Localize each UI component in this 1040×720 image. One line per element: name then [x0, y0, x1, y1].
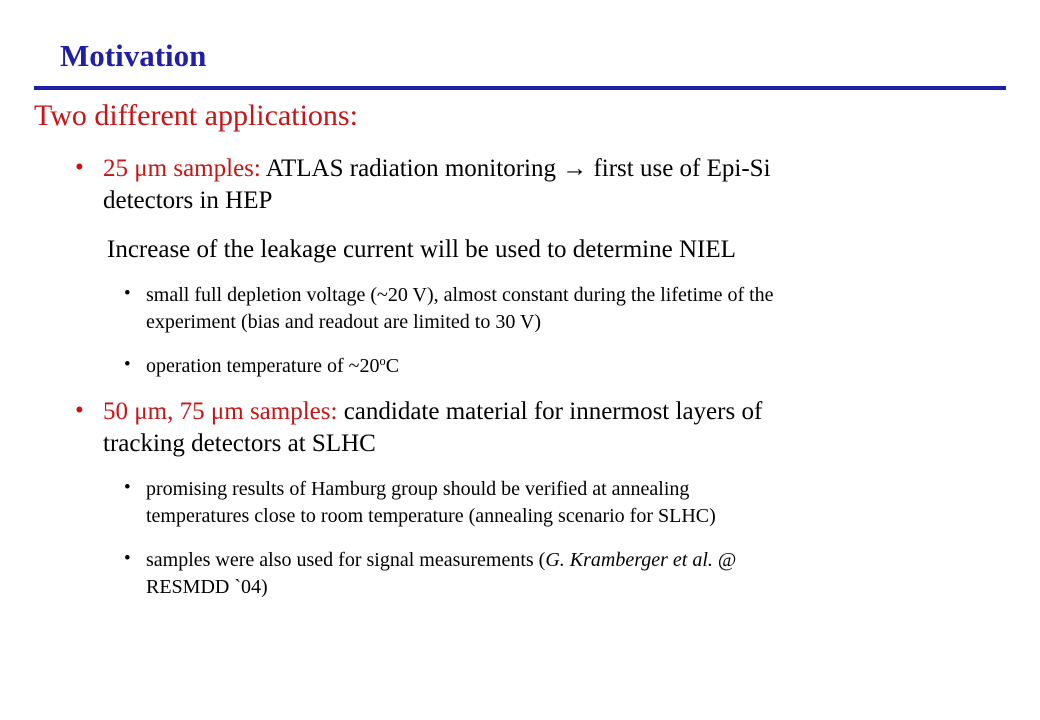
bullet-text-line1: ATLAS radiation monitoring → first use of Epi-Si — [260, 155, 771, 182]
sub-bullet-dot: • — [124, 548, 131, 569]
title-underline — [34, 86, 1006, 90]
sub-bullet-hamburg-results — [146, 476, 996, 530]
sub-bullet-signal-measurements — [146, 547, 996, 601]
slide-subtitle: Two different applications: — [34, 99, 358, 132]
temperature-unit: C — [385, 355, 400, 377]
sub-bullet-line2: experiment (bias and readout are limited to 30 V) — [146, 311, 542, 333]
citation-at: @ — [712, 549, 737, 571]
niel-statement: Increase of the leakage current will be used to determine NIEL — [107, 236, 736, 263]
bullet-dot: • — [75, 154, 84, 181]
temperature-text: operation temperature of ~20 — [146, 355, 380, 377]
sub-bullet-line1: samples were also used for signal measurements ( — [146, 549, 546, 571]
bullet-text-line2: detectors in HEP — [103, 187, 273, 214]
slide-title: Motivation — [60, 38, 207, 73]
bullet-25um-text — [103, 153, 993, 217]
sub-bullet-line2: RESMDD `04) — [146, 576, 268, 598]
sub-bullet-line1: small full depletion voltage (~20 V), almost constant during the lifetime of the — [146, 284, 774, 306]
sub-bullet-dot: • — [124, 477, 131, 498]
citation-authors: G. Kramberger et al. — [545, 549, 713, 571]
sub-bullet-dot: • — [124, 354, 131, 375]
sub-bullet-line2: temperatures close to room temperature (annealing scenario for SLHC) — [146, 505, 716, 527]
sub-bullet-dot: • — [124, 283, 131, 304]
bullet-text-line2: tracking detectors at SLHC — [103, 430, 376, 457]
bullet-lead: 50 μm, 75 μm samples: — [103, 398, 338, 425]
bullet-dot: • — [75, 397, 84, 424]
sub-bullet-operation-temperature — [146, 353, 996, 380]
degree-superscript: o — [379, 354, 386, 369]
bullet-text-line1: candidate material for innermost layers of — [337, 398, 763, 425]
sub-bullet-depletion-voltage — [146, 282, 996, 336]
bullet-lead: 25 μm samples: — [103, 155, 261, 182]
bullet-50-75um-text — [103, 396, 993, 460]
sub-bullet-line1: promising results of Hamburg group should be verified at annealing — [146, 478, 690, 500]
